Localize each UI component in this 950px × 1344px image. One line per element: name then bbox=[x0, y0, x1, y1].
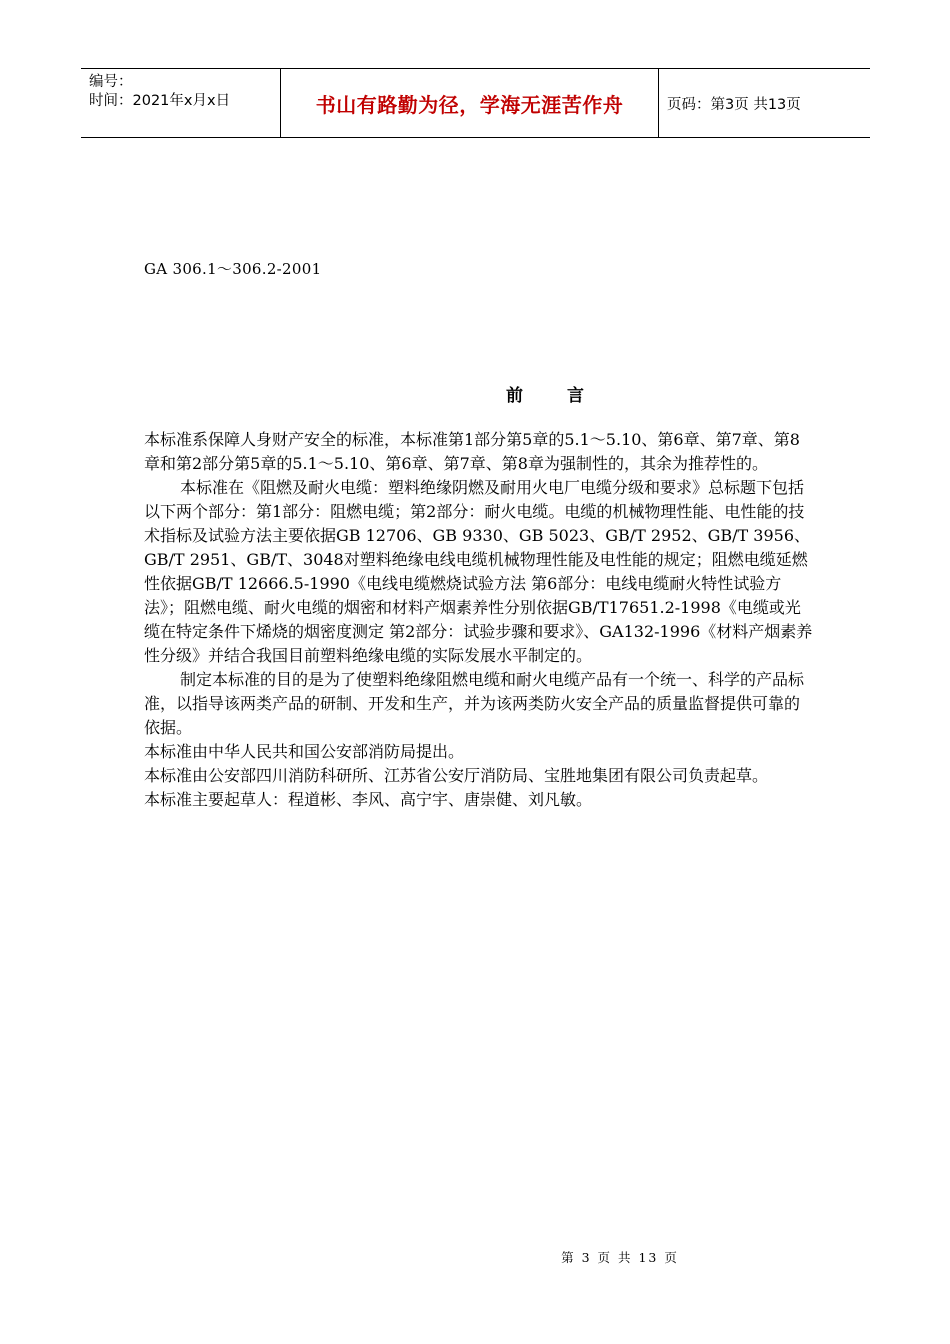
paragraph: 本标准由中华人民共和国公安部消防局提出。 bbox=[144, 742, 465, 761]
paragraph: 本标准主要起草人：程道彬、李风、高宁宇、唐崇健、刘凡敏。 bbox=[144, 790, 593, 809]
paragraph: 制定本标准的目的是为了使塑料绝缘阻燃电缆和耐火电缆产品有一个统一、科学的产品标准，以指导该两类产品的研制、开发和生产，并为该两类防火安全产品的质量监督提供可靠的依据。 bbox=[144, 670, 805, 737]
header-page-info: 页码：第3页 共13页 bbox=[667, 96, 801, 113]
page-header bbox=[81, 68, 870, 138]
page-footer: 第 3 页 共 13 页 bbox=[561, 1250, 679, 1265]
header-number-label: 编号： bbox=[89, 74, 133, 90]
header-motto: 书山有路勤为径，学海无涯苦作舟 bbox=[281, 69, 659, 137]
header-date: 时间：2021年x月x日 bbox=[89, 93, 231, 109]
paragraph: 本标准在《阻燃及耐火电缆：塑料绝缘阴燃及耐用火电厂电缆分级和要求》总标题下包括以下两个部分：第1部分：阻燃电缆；第2部分：耐火电缆。电缆的机械物理性能、电性能的技术指标及试验方法主要依据GB 12706、GB 9330、GB 5023、GB/T 2952、GB/T 3956、GB/T 2951、GB/T、3048对塑料绝缘电线电缆机械物理性能及电性能的规定；阻燃电缆延燃性依据GB/T 12666.5-1990《电线电缆燃烧试验方法 第6部分：电线电缆耐火特性试验方法》；阻燃电缆、耐火电缆的烟密和材料产烟素养性分别依据GB/T17651.2-1998《电缆或光缆在特定条件下烯烧的烟密度测定 第2部分：试验步骤和要求》、GA132-1996《材料产烟素养性分级》并结合我国目前塑料绝缘电缆的实际发展水平制定的。 bbox=[144, 478, 813, 665]
document-title: 前言 bbox=[506, 386, 628, 406]
document-body bbox=[144, 428, 814, 812]
paragraph: 本标准系保障人身财产安全的标准，本标准第1部分第5章的5.1～5.10、第6章、第7章、第8章和第2部分第5章的5.1～5.10、第6章、第7章、第8章为强制性的，其余为推荐性的。 bbox=[144, 430, 800, 473]
document-code: GA 306.1～306.2-2001 bbox=[144, 260, 322, 278]
paragraph: 本标准由公安部四川消防科研所、江苏省公安厅消防局、宝胜地集团有限公司负责起草。 bbox=[144, 766, 769, 785]
header-meta bbox=[81, 69, 281, 137]
